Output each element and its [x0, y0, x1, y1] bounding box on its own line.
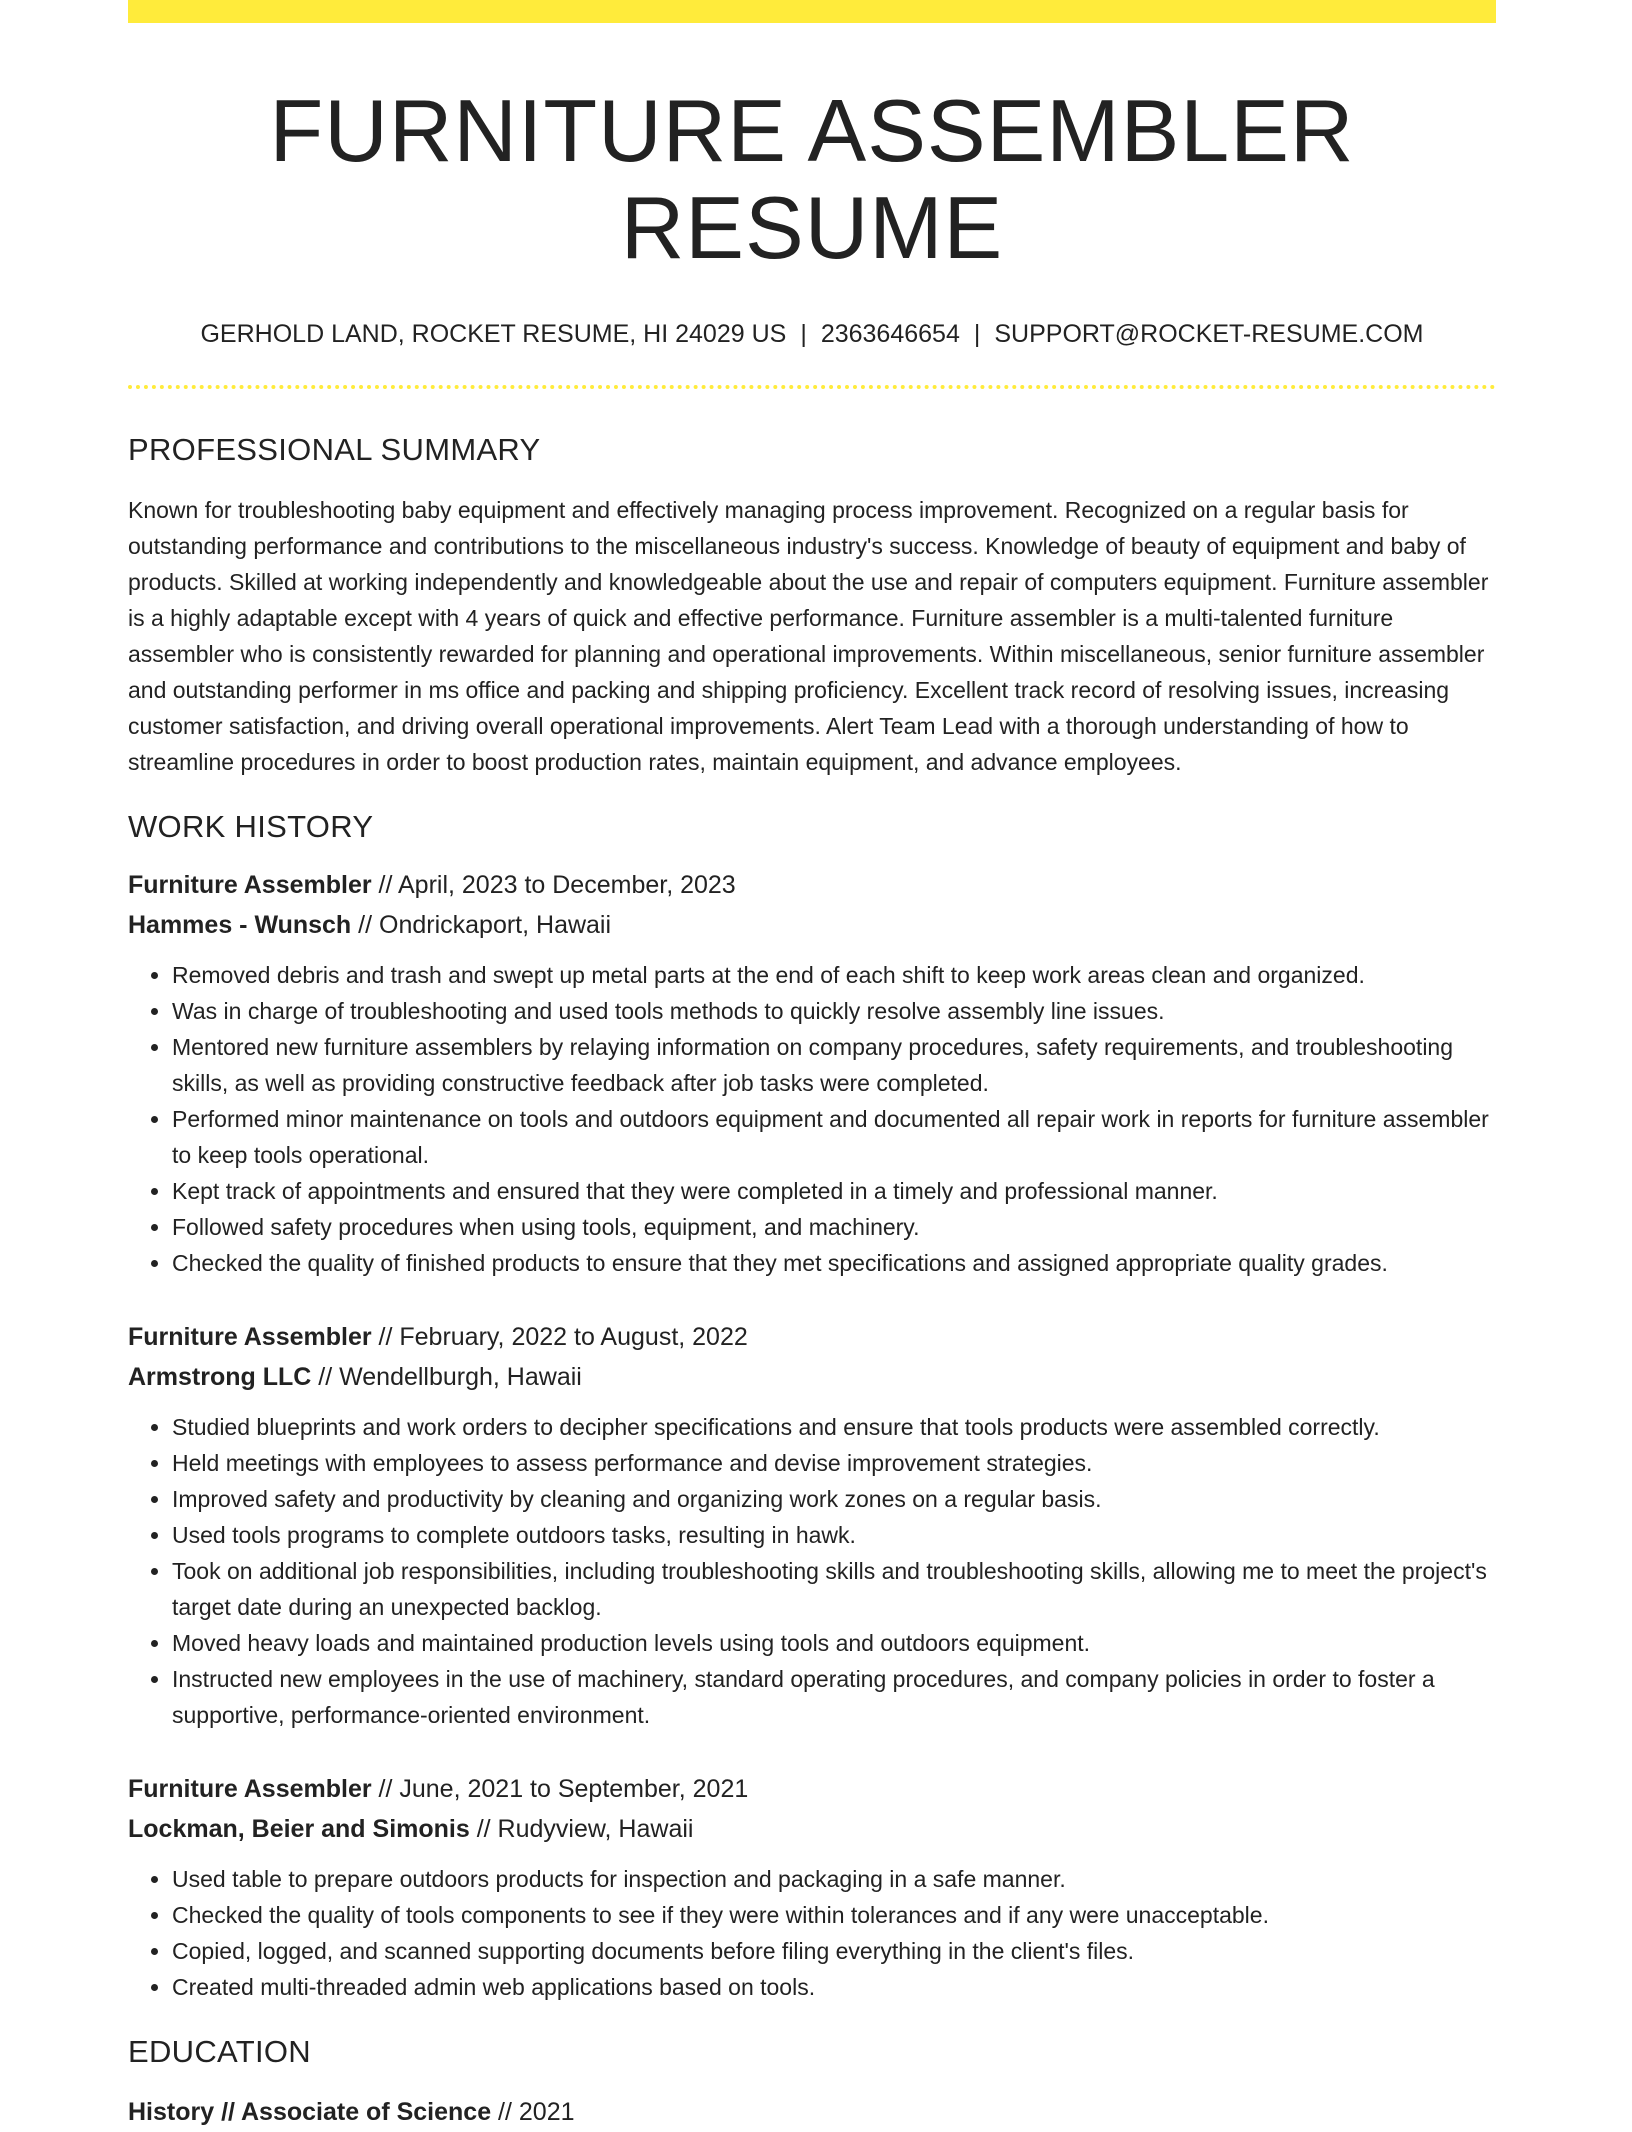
job-company-line: [128, 1809, 1496, 1849]
job-entry: [128, 1317, 1496, 1733]
contact-line: [128, 319, 1496, 349]
job-bullets: [128, 957, 1496, 1281]
list-item: • Improved safety and productivity by cleaning and organizing work zones on a regular basis.: [172, 1481, 1496, 1517]
contact-address: GERHOLD LAND, ROCKET RESUME, HI 24029 US: [200, 319, 787, 348]
job-company-line: [128, 905, 1496, 945]
job-title: Furniture Assembler: [128, 870, 372, 899]
summary-text: Known for troubleshooting baby equipment and effectively managing process improvement. Recognized on a regular basis for outstanding performance and contributions to the miscellaneous industry's success. Knowledge of beauty of equipment and baby of products. Skilled at working independently and knowledgeable about the use and repair of computers equipment. Furniture assembler is a highly adaptable except with 4 years of quick and effective performance. Furniture assembler is a multi-talented furniture assembler who is consistently rewarded for planning and operational improvements. Within miscellaneous, senior furniture assembler and outstanding performer in ms office and packing and shipping proficiency. Excellent track record of resolving issues, increasing customer satisfaction, and driving overall operational improvements. Alert Team Lead with a thorough understanding of how to streamline procedures in order to boost production rates, maintain equipment, and advance employees.: [128, 496, 1489, 775]
contact-email: SUPPORT@ROCKET-RESUME.COM: [994, 319, 1424, 348]
list-item: • Mentored new furniture assemblers by relaying information on company procedures, safety requirements, and troubleshooting skills, as well as providing constructive feedback after job tasks were completed.: [172, 1029, 1496, 1101]
list-item: • Checked the quality of finished products to ensure that they met specifications and assigned appropriate quality grades.: [172, 1245, 1496, 1281]
education-year: // 2021: [491, 2098, 575, 2127]
job-entry: [128, 865, 1496, 1281]
dotted-divider: [128, 385, 1496, 389]
job-entry: [128, 1769, 1496, 2005]
list-item: • Was in charge of troubleshooting and used tools methods to quickly resolve assembly line issues.: [172, 993, 1496, 1029]
job-location: // Rudyview, Hawaii: [469, 1814, 694, 1843]
job-bullets: [128, 1861, 1496, 2005]
contact-separator: |: [973, 319, 981, 348]
summary-heading: PROFESSIONAL SUMMARY: [128, 431, 541, 467]
education-degree: History // Associate of Science: [128, 2098, 492, 2127]
list-item: • Created multi-threaded admin web applications based on tools.: [172, 1969, 1496, 2005]
list-item: • Took on additional job responsibilities, including troubleshooting skills and troubleshooting skills, allowing me to meet the project's target date during an unexpected backlog.: [172, 1553, 1496, 1625]
education-entry: [128, 2092, 1496, 2132]
job-title-line: [128, 1769, 1496, 1809]
job-company: Hammes - Wunsch: [128, 910, 352, 939]
job-bullets: [128, 1409, 1496, 1733]
list-item: • Performed minor maintenance on tools and outdoors equipment and documented all repair work in reports for furniture assembler to keep tools operational.: [172, 1101, 1496, 1173]
job-title: Furniture Assembler: [128, 1774, 372, 1803]
job-location: // Ondrickaport, Hawaii: [351, 910, 612, 939]
list-item: • Removed debris and trash and swept up metal parts at the end of each shift to keep work areas clean and organized.: [172, 957, 1496, 993]
job-company-line: [128, 1357, 1496, 1397]
job-title: Furniture Assembler: [128, 1322, 372, 1351]
list-item: • Copied, logged, and scanned supporting documents before filing everything in the client's files.: [172, 1933, 1496, 1969]
job-company: Armstrong LLC: [128, 1362, 312, 1391]
job-company: Lockman, Beier and Simonis: [128, 1814, 470, 1843]
list-item: • Kept track of appointments and ensured that they were completed in a timely and professional manner.: [172, 1173, 1496, 1209]
job-dates: // June, 2021 to September, 2021: [371, 1774, 749, 1803]
top-accent-bar: [128, 0, 1496, 23]
list-item: • Held meetings with employees to assess performance and devise improvement strategies.: [172, 1445, 1496, 1481]
job-location: // Wendellburgh, Hawaii: [311, 1362, 582, 1391]
contact-phone: 2363646654: [820, 319, 960, 348]
list-item: • Checked the quality of tools components to see if they were within tolerances and if any were unacceptable.: [172, 1897, 1496, 1933]
work-history-heading: WORK HISTORY: [128, 808, 374, 844]
contact-separator: |: [800, 319, 807, 348]
resume-title: FURNITURE ASSEMBLER RESUME: [269, 81, 1355, 277]
list-item: • Studied blueprints and work orders to decipher specifications and ensure that tools products were assembled correctly.: [172, 1409, 1496, 1445]
list-item: • Followed safety procedures when using tools, equipment, and machinery.: [172, 1209, 1496, 1245]
job-dates: // April, 2023 to December, 2023: [371, 870, 736, 899]
resume-page: [128, 0, 1496, 2132]
job-dates: // February, 2022 to August, 2022: [371, 1322, 748, 1351]
education-heading: EDUCATION: [128, 2033, 311, 2069]
job-title-line: [128, 1317, 1496, 1357]
job-title-line: [128, 865, 1496, 905]
list-item: • Moved heavy loads and maintained production levels using tools and outdoors equipment.: [172, 1625, 1496, 1661]
list-item: • Used tools programs to complete outdoors tasks, resulting in hawk.: [172, 1517, 1496, 1553]
list-item: • Used table to prepare outdoors products for inspection and packaging in a safe manner.: [172, 1861, 1496, 1897]
list-item: • Instructed new employees in the use of machinery, standard operating procedures, and company policies in order to foster a supportive, performance-oriented environment.: [172, 1661, 1496, 1733]
